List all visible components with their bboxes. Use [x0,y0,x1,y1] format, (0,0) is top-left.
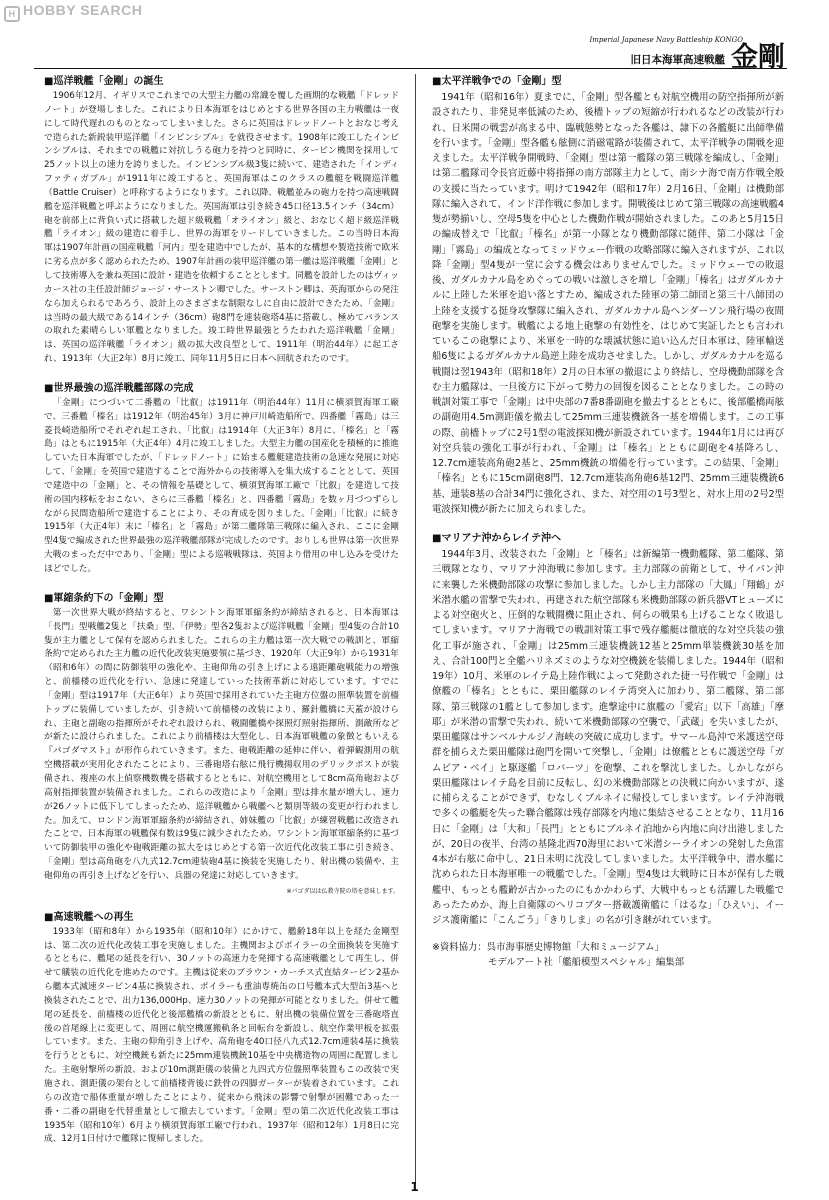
right-column [432,74,784,970]
section-heading: ■巡洋戦艦「金剛」の誕生 [44,76,164,87]
english-title: Imperial Japanese Navy Battleship KONGO [589,36,743,44]
page-header [589,36,785,71]
subtitle: 旧日本海軍高速戦艦 [630,54,725,66]
logo-icon: H [4,6,20,22]
section-body: 「金剛」につづいて二番艦の「比叡」は1911年（明治44年）11月に横須賀海軍工廠で、三番艦「榛名」は1912年（明治45年）3月に神戸川崎造船所で、四番艦「霧島」は三菱長崎造船所でそれぞれ起工され、「比叡」は1914年（大正3年）8月に、「榛名」と「霧島」はともに1915年（大正4年）4月に竣工しました。大型主力艦の国産化を積極的に推進していた日本海軍でしたが、「ドレッドノート」に始まる艦艇建造技術の急速な発展に対応して、「金剛」を英国で建造することで海外からの技術導入を集大成することとして、英国で建造中の「金剛」と、その情報を基礎として、横須賀海軍工廠で「比叡」を建造して技術の国内移転をおこない、さらに三番艦「榛名」と、四番艦「霧島」を数ヶ月づつずらしながら民間造船所で建造することにより、その育成を図りました。「金剛」「比叡」に続き1915年（大正4年）末に「榛名」と「霧島」が第二艦隊第三戦隊に編入され、ここに金剛型4隻で編成された世界最強の巡洋戦艦部隊が完成したのです。おりしも世界は第一次世界大戦のまっただ中であり、「金剛」型による巡戦戦隊は、英国より借用の申し込みを受けたほどでした。 [44,397,400,574]
section-fleet [44,381,399,577]
page-number: 1 [410,1180,419,1194]
page-title: 金剛 [731,42,785,73]
credit-line: モデルアート社「艦船模型スペシャル」編集部 [488,957,684,969]
left-column [44,74,399,1147]
section-body: 1941年（昭和16年）夏までに、「金剛」型各艦とも対航空機用の防空指揮所が新設されたり、非発見率低減のため、後檣トップの短縮が行われるなどの改装が行われ、日米開の戦雲が高まる中、臨戦態勢となった各艦は、隷下の各艦艇に出師準備を行います。「金剛」型各艦も舷側に消磁電路が装備されて、太平洋戦争の開戦を迎えました。太平洋戦争開戦時、「金剛」型は第一艦隊の第三戦隊を編成し、「金剛」は第二艦隊司令長官近藤中将指揮の南方部隊主力として、南シナ海で南方作戦全般の支援に当たっています。明けて1942年（昭和17年）2月16日、「金剛」は機動部隊に編入されて、インド洋作戦に参加します。開戦後はじめて第三戦隊の高速戦艦4隻が勢揃いし、空母5隻を中心とした機動作戦が開始されました。このあと5月15日の編成替えで「比叡」「榛名」が第一小隊となり機動部隊に随伴、第二小隊は「金剛」「霧島」の編成となってミッドウェー作戦の攻略部隊に編入されますが、これ以降「金剛」型4隻が一堂に会する機会はありませんでした。ミッドウェーでの敗退後、ガダルカナル島をめぐっての戦いは激しさを増し「金剛」「榛名」はガダルカナルに上陸した米軍を追い落とすため、編成された陸軍の第二師団と第三十八師団の上陸を支援する挺身攻撃隊に編入され、ガダルカナル島ヘンダーソン飛行場の夜間砲撃を実施します。戦艦による地上砲撃の有効性を、はじめて実証したとも言われているこの砲撃により、米軍を一時的な壊滅状態に追い込んだ日本軍は、陸軍輸送船6隻によるガダルカナル島逆上陸を成功させました。しかし、ガダルカナルを巡る戦闘は翌1943年（昭和18年）2月の日本軍の撤退により終結し、空母機動部隊を含む主力艦隊は、一旦後方に下がって勢力の回復を図ることとなりました。この時の戦訓対策工事で「金剛」は中央部の7番8番副砲を撤去するとともに、後部艦橋両舷の副砲用4.5m測距儀を撤去して25mm三連装機銃各一基を増備します。この工事の際、前檣トップに2号1型の電波探知機が新設されています。1944年1月には再び対空兵装の強化工事が行われ、「金剛」は「榛名」とともに副砲を4基降ろし、12.7cm連装高角砲2基と、25mm機銃の増備を行っています。この結果、「金剛」「榛名」ともに15cm副砲8門、12.7cm連装高角砲6基12門、25mm三連装機銃6基、連装8基の合計34門に強化され、また、対空用の1号3型と、対水上用の2号2型電波探知機が新たに加えられました。 [432,92,784,515]
section-pacific-war [432,74,784,517]
section-body: 第一次世界大戦が終結すると、ワシントン海軍軍縮条約が締結されると、日本海軍は「長門」型戦艦2隻と「扶桑」型、「伊勢」型各2隻および巡洋戦艦「金剛」型4隻の合計10隻が主力艦として保有を認められました。これらの主力艦は第一次大戦での戦訓と、軍縮条約で定められた主力艦の近代化改装実施要領に基づき、1920年（大正9年）から1931年（昭和6年）の間に防御装甲の強化や、主砲仰角の引き上げによる遠距離砲戦能力の増強と、前檣楼の近代化を行い、急速に発達していった技術革新に対応しています。すでに「金剛」型は1917年（大正6年）より英国で採用されていた主砲方位盤の照準装置を前檣トップに装備していましたが、引き続いて前檣楼の改装により、羅針艦橋に天蓋が設けられ、主砲と副砲の指揮所がそれぞれ設けられ、戦闘艦橋や探照灯照射指揮所、測敵所などが新たに設けられました。これにより前檣楼は大型化し、日本海軍戦艦の象徴ともいえる『パゴダマスト』が形作られていきます。また、砲戦距離の延伸に伴い、着弾観測用の航空機搭載が実用化されたことにより、三番砲塔右舷に飛行機揚収用のデリックポストが装備され、複座の水上偵察機数機を搭載するとともに、対航空機用として8cm高角砲および高射指揮装置が装備されました。これらの改造により「金剛」型は排水量が増大し、速力が26ノットに低下してしまったため、巡洋戦艦から戦艦へと類別等級の変更が行われました。加えて、ロンドン海軍軍縮条約が締結され、姉妹艦の「比叡」が練習戦艦に改造されたことで、日本海軍の戦艦保有数は9隻に減少されたため、ワシントン海軍軍縮条約に基づいて防御装甲の強化や砲戦距離の拡大をはじめとする第一次近代化改装工事に引き続き、「金剛」型は高角砲を八九式12.7cm連装砲4基に換装を実施したり、射出機の装備や、主砲仰角の再引き上げなどを行い、兵器の発達に対応していきます。 [44,607,400,881]
footnote: ※パゴダ以は仏教寺院の塔を意味します。 [286,887,399,895]
section-body: 1906年12月、イギリスでこれまでの大型主力艦の常識を覆した画期的な戦艦「ドレッドノート」が登場しました。これにより日本海軍をはじめとする世界各国の主力戦艦は一夜にして時代遅れのものとなってしまいました。さらに英国はドレッドノートとおなじ考えで造られた新鋭装甲巡洋艦「インビンシブル」を就役させます。1908年に竣工したインビンシブルは、それまでの戦艦に対抗しうる砲力を持つと同時に、タービン機関を採用して25ノット以上の速力を誇りました。インビンシブル級3隻に続いて、建造された「インディファティガブル」が1911年に竣工すると、英国海軍はこのクラスの艦艇を戦闘巡洋艦（Battle Cruiser）と呼称するようになります。これ以降、戦艦並みの砲力を持つ高速戦闘艦を巡洋戦艦と呼ぶようになりました。英国海軍は引き続き45口径13.5インチ（34cm）砲を前部上に背負い式に搭載した超ド級戦艦「オライオン」級と、おなじく超ド級巡洋戦艦「ライオン」級の建造に着手し、世界の海軍をリードしていきました。この当時日本海軍は1907年計画の国産戦艦「河内」型を建造中でしたが、基本的な構想や製造技術で欧米に劣る点が多く認められたため、1907年計画の装甲巡洋艦の第一艦は巡洋戦艦「金剛」として技術導入を兼ね英国に設計・建造を依頼することとします。同艦を設計したのはヴィッカース社の主任設計師ジョージ・サーストン卿でした。サーストン卿は、英海軍からの発注なら加えられるであろう、設計上のさまざまな制限なしに自由に設計できたため、「金剛」は当時の最大級である14インチ（36cm）砲8門を連装砲塔4基に搭載し、極めてバランスの取れた素晴らしい軍艦となりました。竣工時世界最強とうたわれた巡洋戦艦「金剛」は、英国の巡洋戦艦「ライオン」級の拡大改良型として、1911年（明治44年）に起工され、1913年（大正2年）8月に竣工、同年11月5日に日本へ回航されたのです。 [44,91,399,365]
header-rule [34,68,787,69]
column-divider [415,74,416,1184]
section-heading: ■マリアナ沖からレイテ沖へ [432,533,561,544]
credit-line: ※資料協力：呉市海事歴史博物館「大和ミュージアム」 [432,942,664,954]
section-treaty [44,591,399,896]
hobby-search-watermark: H HOBBY SEARCH [4,2,142,22]
section-birth [44,74,399,367]
section-heading: ■高速戦艦への再生 [44,911,134,923]
section-body: 1933年（昭和8年）から1935年（昭和10年）にかけて、艦齢18年以上を経た金剛型は、第二次の近代化改装工事を実施しました。主機関およびボイラーの全面換装を実施するとともに、艦尾の延長を行い、30ノットの高速力を発揮する高速戦艦として再生し、併せて艤装の近代化を進めたのです。主機は従来のブラウン・カーチス式直結タービン2基から艦本式減速タービン4基に換装され、ボイラーも重油専焼缶の口号艦本式大型缶3基へと換装されたことで、出力136,000Hp、速力30ノットの発揮が可能となりました。併せて艦尾の延長を、前檣楼の近代化と後部艦橋の新設とともに、射出機の装備位置を三番砲塔直後の首尾線上に変更して、周囲に航空機運搬軌条と回転台を新設し、航空作業甲板を拡張しています。また、主砲の仰角引き上げや、高角砲を40口径八九式12.7cm連装4基に換装を行うとともに、対空機銃も新たに25mm連装機銃10基を中央構造物の周囲に配置しました。主砲射撃所の新設、および10m測距儀の装備と九四式方位盤照準装置もこの改装で実施され、測距儀の架台として前檣楼背後に鉄骨の四脚ガーターが装着されています。これらの改造で船体重量が増したことにより、従来から飛沫の影響で射撃が困難であった一番・二番の副砲を代替重量として撤去しています。「金剛」型の第二次近代化改装工事は1935年（昭和10年）6月より横須賀海軍工廠で行われ、1937年（昭和12年）1月8日に完成、12月1日付けで艦隊に復帰しました。 [44,926,400,1145]
section-body: 1944年3月、改装された「金剛」と「榛名」は新編第一機動艦隊、第二艦隊、第三戦隊となり、マリアナ沖海戦に参加します。主力部隊の前衛として、サイパン沖に来襲した米機動部隊の攻撃に参加しました。しかし主力部隊の「大鳳」「翔鶴」が米潜水艦の雷撃で失われ、再建された航空部隊も米機動部隊の新兵器VTヒューズによる対空砲火と、圧倒的な戦闘機に阻止され、何らの戦果も上げることなく敗退してしまいます。マリアナ海戦での戦訓対策工事で残存艦艇は徹底的な対空兵装の強化工事が施され、「金剛」は25mm三連装機銃12基と25mm単装機銃30基を加え、合計100門と全艦ハリネズミのような対空機銃を装備しました。1944年（昭和19年）10月、米軍のレイテ島上陸作戦によって発動された捷一号作戦で「金剛」は僚艦の「榛名」とともに、栗田艦隊のレイテ湾突入に加わり、第二艦隊、第二部隊、第三戦隊の1艦として参加します。進撃途中に旗艦の「愛宕」以下「高雄」「摩耶」が米潜の雷撃で失われ、続いて米機動部隊の空襲で、「武蔵」を失いましたが、栗田艦隊はサンベルナルジノ海峡の突破に成功します。サマール島沖で米護送空母群を捕らえた栗田艦隊は砲門を開いて突撃し、「金剛」は僚艦とともに護送空母「ガムビア・ベイ」と駆逐艦「ロバーツ」を砲撃、これを撃沈しました。しかしながら栗田艦隊はレイテ島を目前に反転し、幻の米機動部隊との決戦に向かいますが、遂に捕らえることができず、むなしくブルネイに帰投してしまいます。レイテ沖海戦で多くの艦艇を失った聯合艦隊は残存部隊を内地に集結させることとなり、11月16日に「金剛」は「大和」「長門」とともにブルネイ泊地から内地に向け出港しましたが、20日の夜半、台湾の基隆北西70海里において米潜シーライオンの発射した魚雷4本が右舷に命中し、21日未明に沈没してしまいました。太平洋戦争中、潜水艦に沈められた日本海軍唯一の戦艦でした。「金剛」型4隻は大戦時に日本が保有した戦艦中、もっとも艦齢が古かったのにもかかわらず、大戦中もっとも活躍した戦艦であったためか、海上自衛隊のヘリコプター搭載護衛艦に「はるな」「ひえい」、イージス護衛艦に「こんごう」「きりしま」の名が引き継がれています。 [432,549,784,926]
section-marianas-leyte [432,531,784,928]
section-heading: ■世界最強の巡洋戦艦部隊の完成 [44,382,194,394]
section-heading: ■太平洋戦争での「金剛」型 [432,76,562,87]
section-heading: ■軍縮条約下の「金剛」型 [44,592,164,604]
credits [432,940,784,970]
section-rebirth [44,910,399,1148]
